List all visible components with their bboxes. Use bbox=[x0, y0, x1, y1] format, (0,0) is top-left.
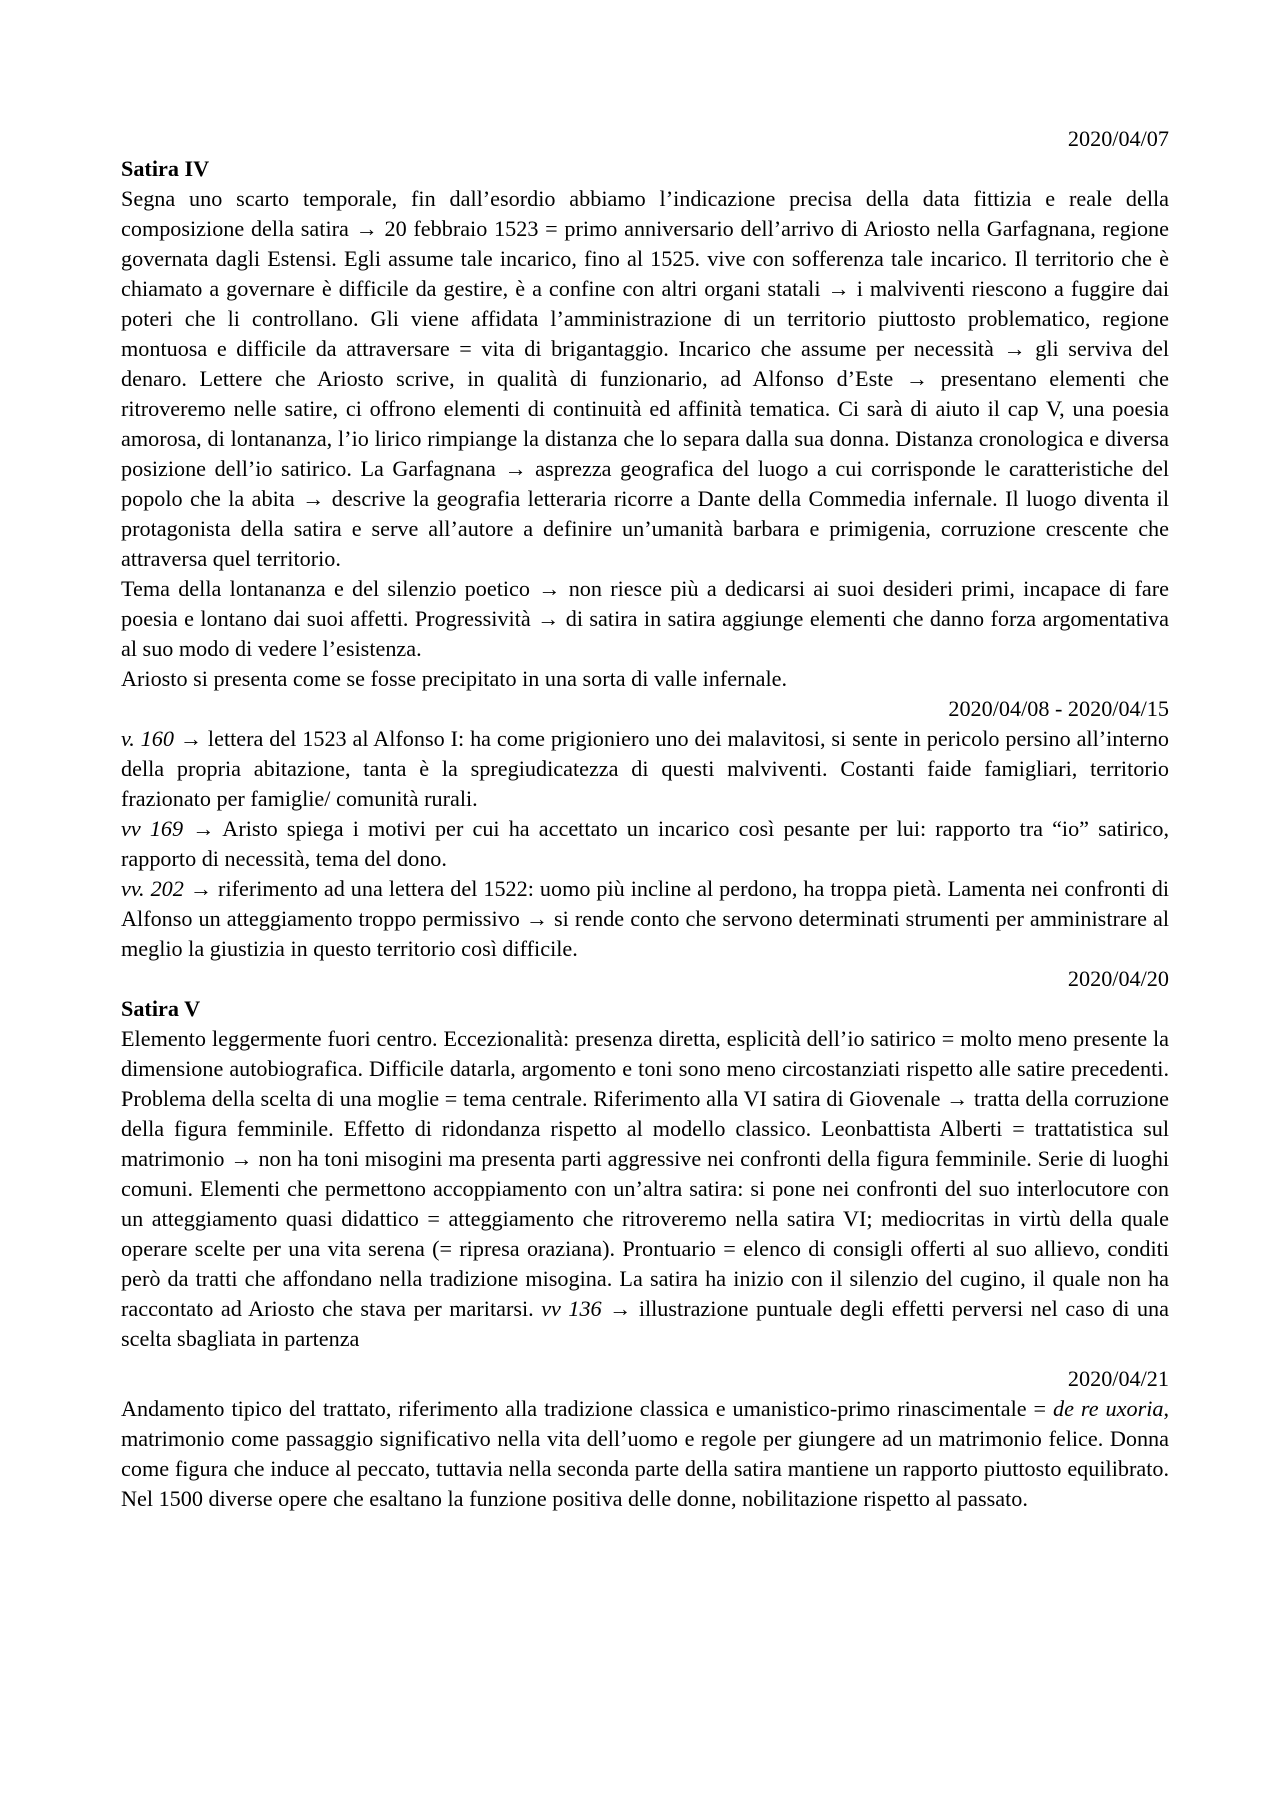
spacer bbox=[121, 1354, 1169, 1364]
title-de-re-uxoria: de re uxoria bbox=[1053, 1396, 1164, 1421]
verse-ref-v160: v. 160 bbox=[121, 726, 174, 751]
date-2020-04-21: 2020/04/21 bbox=[1067, 1366, 1169, 1391]
text-vv202: → riferimento ad una lettera del 1522: uomo più incline al perdono, ha troppa pietà. Lamenta nei confronti di Alfonso un atteggiamento troppo permissivo → si rende conto che servono determinati strumenti per amministrare al meglio la giustizia in questo territorio così difficile. bbox=[121, 876, 1169, 961]
text-trattato: Andamento tipico del trattato, riferimento alla tradizione classica e umanistico-primo rinascimentale = bbox=[121, 1396, 1054, 1421]
heading-satira-iv: Satira IV bbox=[121, 156, 210, 181]
heading-satira-v: Satira V bbox=[121, 996, 201, 1021]
text-satira-v-main: Elemento leggermente fuori centro. Eccezionalità: presenza diretta, esplicità dell’io satirico = molto meno presente la dimensione autobiografica. Difficile datarla, argomento e toni sono meno circostanziati rispetto alle satire precedenti. Problema della scelta di una moglie = tema centrale. Riferimento alla VI satira di Giovenale → tratta della corruzione della figura femminile. Effetto di ridondanza rispetto al modello classico. Leonbattista Alberti = trattatistica sul matrimonio → non ha toni misogini ma presenta parti aggressive nei confronti della figura femminile. Serie di luoghi comuni. Elementi che permettono accoppiamento con un’altra satira: si pone nei confronti del suo interlocutore con un atteggiamento quasi didattico = atteggiamento che ritroveremo nella satira VI; mediocritas in virtù della quale operare scelte per una vita serena (= ripresa oraziana). Prontuario = elenco di consigli offerti al suo allievo, conditi però da tratti che affondano nella tradizione misogina. La satira ha inizio con il silenzio del cugino, il quale non ha raccontato ad Ariosto che stava per maritarsi. bbox=[121, 1026, 1169, 1321]
text-matrimonio: , matrimonio come passaggio significativo nella vita dell’uomo e regole per giungere ad un matrimonio felice. Donna come figura che induce al peccato, tuttavia nella seconda parte della satira mantiene un rapporto piuttosto equilibrato. Nel 1500 diverse opere che esaltano la funzione positiva delle donne, nobilitazione rispetto al passato. bbox=[121, 1396, 1170, 1511]
verse-ref-vv136: vv 136 bbox=[541, 1296, 602, 1321]
date-2020-04-07: 2020/04/07 bbox=[1067, 126, 1169, 151]
verse-ref-vv202: vv. 202 bbox=[121, 876, 184, 901]
verse-ref-vv169: vv 169 bbox=[121, 816, 184, 841]
text-vv169: → Aristo spiega i motivi per cui ha accettato un incarico così pesante per lui: rapporto tra “io” satirico, rapporto di necessità, tema del dono. bbox=[121, 816, 1169, 871]
date-2020-04-20: 2020/04/20 bbox=[1067, 966, 1169, 991]
paragraph-satira-v bbox=[121, 1024, 1169, 1354]
paragraph-satira-iv-intro: Segna uno scarto temporale, fin dall’esordio abbiamo l’indicazione precisa della data fittizia e reale della composizione della satira → 20 febbraio 1523 = primo anniversario dell’arrivo di Ariosto nella Garfagnana, regione governata dagli Estensi. Egli assume tale incarico, fino al 1525. vive con sofferenza tale incarico. Il territorio che è chiamato a governare è difficile da gestire, è a confine con altri organi statali → i malviventi riescono a fuggire dai poteri che li controllano. Gli viene affidata l’amministrazione di un territorio piuttosto problematico, regione montuosa e difficile da attraversare = vita di brigantaggio. Incarico che assume per necessità → gli serviva del denaro. Lettere che Ariosto scrive, in qualità di funzionario, ad Alfonso d’Este → presentano elementi che ritroveremo nelle satire, ci offrono elementi di continuità ed affinità tematica. Ci sarà di aiuto il cap V, una poesia amorosa, di lontananza, l’io lirico rimpiange la distanza che lo separa dalla sua donna. Distanza cronologica e diversa posizione dell’io satirico. La Garfagnana → asprezza geografica del luogo a cui corrisponde le caratteristiche del popolo che la abita → descrive la geografia letteraria ricorre a Dante della Commedia infernale. Il luogo diventa il protagonista della satira e serve all’autore a definire un’umanità barbara e primigenia, corruzione crescente che attraversa quel territorio. bbox=[121, 186, 1169, 571]
text-v160: → lettera del 1523 al Alfonso I: ha come prigioniero uno dei malavitosi, si sente in pericolo persino all’interno della propria abitazione, tanta è la spregiudicatezza di questi malviventi. Costanti faide famigliari, territorio frazionato per famiglie/ comunità rurali. bbox=[121, 726, 1169, 811]
paragraph-de-re-uxoria bbox=[121, 1394, 1169, 1514]
paragraph-v160 bbox=[121, 724, 1169, 814]
paragraph-vv169 bbox=[121, 814, 1169, 874]
text-vv136: → illustrazione puntuale degli effetti perversi nel caso di una scelta sbagliata in partenza bbox=[121, 1296, 1169, 1351]
date-range-2020-04-08-15: 2020/04/08 - 2020/04/15 bbox=[948, 696, 1169, 721]
paragraph-valle-infernale: Ariosto si presenta come se fosse precipitato in una sorta di valle infernale. bbox=[121, 666, 788, 691]
document-page bbox=[121, 124, 1169, 1514]
paragraph-lontananza: Tema della lontananza e del silenzio poetico → non riesce più a dedicarsi ai suoi desideri primi, incapace di fare poesia e lontano dai suoi affetti. Progressività → di satira in satira aggiunge elementi che danno forza argomentativa al suo modo di vedere l’esistenza. bbox=[121, 576, 1169, 661]
paragraph-vv202 bbox=[121, 874, 1169, 964]
